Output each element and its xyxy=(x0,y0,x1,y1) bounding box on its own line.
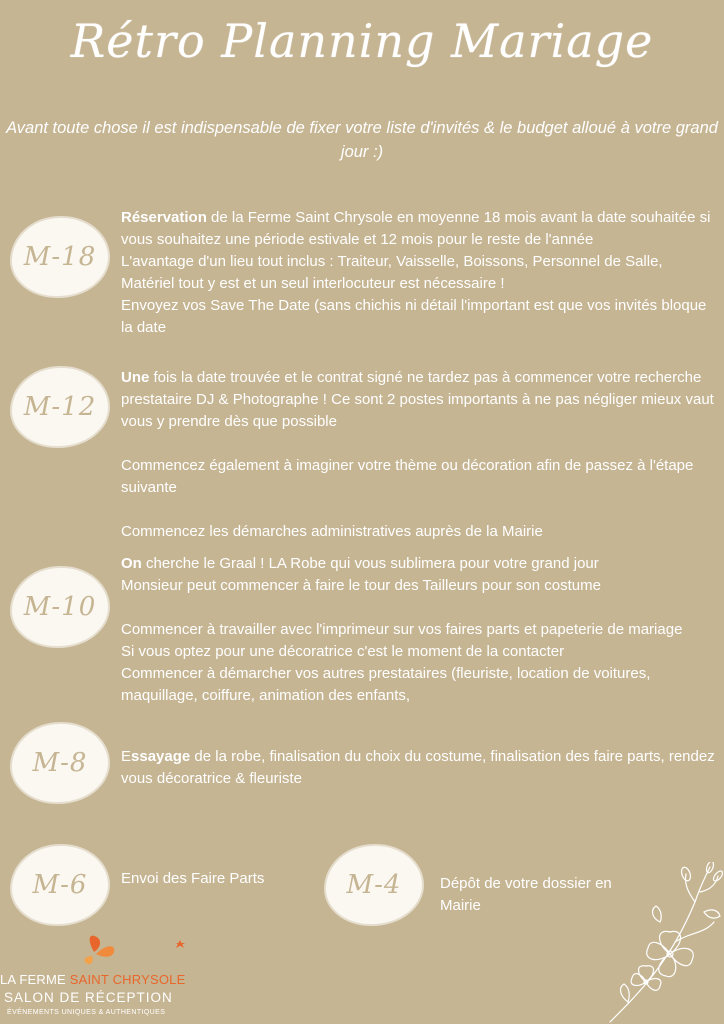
badge-m10 xyxy=(12,568,108,646)
paragraph: Une fois la date trouvée et le contrat signé ne tardez pas à commencer votre recherche prestataire DJ & Photographe ! Ce sont 2 postes importants à ne pas négliger mieux vaut vous y prendre dès que possible xyxy=(121,369,714,430)
paragraph: Si vous optez pour une décoratrice c'est le moment de la contacter xyxy=(121,643,565,660)
milestone-m6-text: Envoi des Faire Parts xyxy=(121,870,265,887)
badge-label: M-4 xyxy=(346,870,402,900)
paragraph: On cherche le Graal ! LA Robe qui vous sublimera pour votre grand jour xyxy=(121,555,599,572)
flower-illustration-icon xyxy=(600,862,724,1024)
badge-m6 xyxy=(12,846,108,924)
butterfly-flower-icon xyxy=(80,930,190,970)
venue-logo xyxy=(0,930,190,1022)
paragraph: Essayage de la robe, finalisation du choix du costume, finalisation des faire parts, rendez vous décoratrice & fleuriste xyxy=(121,748,715,787)
milestone-m4-text: Dépôt de votre dossier en Mairie xyxy=(440,875,612,914)
paragraph: Commencer à démarcher vos autres prestataires (fleuriste, location de voitures, maquillage, coiffure, animation des enfants, xyxy=(121,665,651,704)
milestone-m12-text xyxy=(121,367,717,543)
lead-word: Une xyxy=(121,369,150,386)
badge-m4 xyxy=(326,846,422,924)
badge-label: M-8 xyxy=(32,748,88,778)
badge-m12 xyxy=(12,368,108,446)
lead-word: Réservation xyxy=(121,209,207,226)
lead-word: On xyxy=(121,555,142,572)
paragraph: Envoyez vos Save The Date (sans chichis ni détail l'important est que vos invités bloque la date xyxy=(121,297,707,336)
paragraph: Réservation de la Ferme Saint Chrysole en moyenne 18 mois avant la date souhaitée si vous souhaitez une période estivale et 12 mois pour le reste de l'année xyxy=(121,209,711,248)
paragraph: Commencer à travailler avec l'imprimeur sur vos faires parts et papeterie de mariage xyxy=(121,621,683,638)
logo-name: LA FERME SAINT CHRYSOLE xyxy=(0,972,186,987)
intro-text: Avant toute chose il est indispensable de fixer votre liste d'invités & le budget alloué à votre grand jour :) xyxy=(6,119,718,161)
paragraph: L'avantage d'un lieu tout inclus : Traiteur, Vaisselle, Boissons, Personnel de Salle, Matériel tout y est et un seul interlocuteur est nécessaire ! xyxy=(121,253,663,292)
badge-label: M-18 xyxy=(23,242,97,272)
milestone-m8-text xyxy=(121,746,717,790)
paragraph: Monsieur peut commencer à faire le tour des Tailleurs pour son costume xyxy=(121,577,601,594)
badge-label: M-10 xyxy=(23,592,97,622)
milestone-m10-text xyxy=(121,553,717,707)
paragraph: Commencez également à imaginer votre thème ou décoration afin de passez à l'étape suivante xyxy=(121,457,694,496)
page-title: Rétro Planning Mariage xyxy=(70,14,654,68)
badge-label: M-12 xyxy=(23,392,97,422)
paragraph: Commencez les démarches administratives auprès de la Mairie xyxy=(121,523,543,540)
badge-m8 xyxy=(12,724,108,802)
badge-m18 xyxy=(12,218,108,296)
logo-tagline: ÉVÉNEMENTS UNIQUES & AUTHENTIQUES xyxy=(7,1009,166,1016)
lead-word: ssayage xyxy=(131,748,191,765)
badge-label: M-6 xyxy=(32,870,88,900)
milestone-m18-text xyxy=(121,207,717,339)
logo-subtitle: SALON DE RÉCEPTION xyxy=(4,990,173,1005)
